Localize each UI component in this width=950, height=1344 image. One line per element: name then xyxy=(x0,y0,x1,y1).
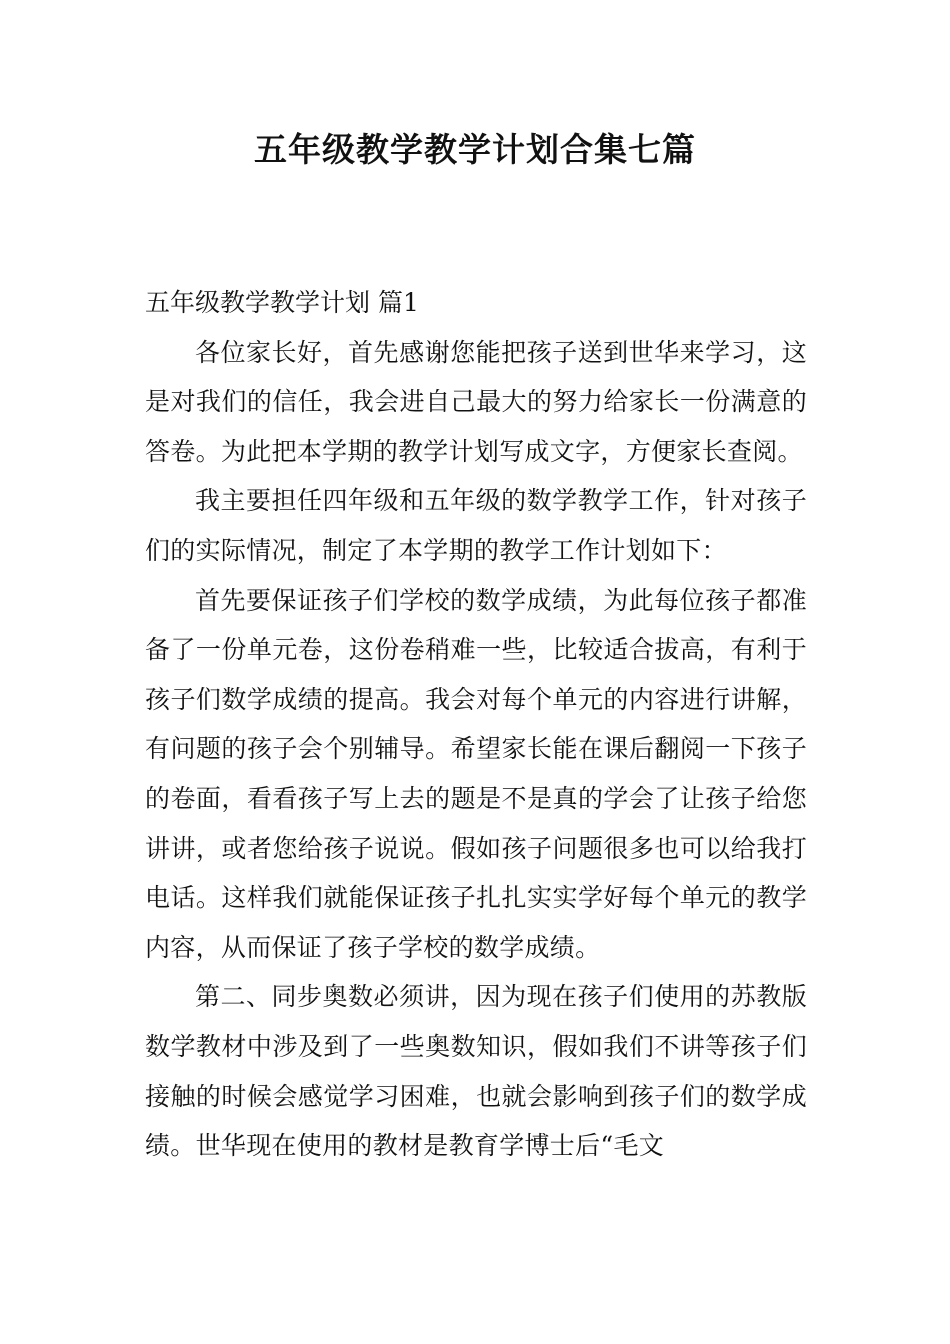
paragraph-4: 第二、同步奥数必须讲，因为现在孩子们使用的苏教版数学教材中涉及到了一些奥数知识，假如我们不讲等孩子们接触的时候会感觉学习困难，也就会影响到孩子们的数学成绩。世华现在使用的教材是教育学博士后“毛文 xyxy=(145,982,807,1161)
document-title: 五年级教学教学计划合集七篇 xyxy=(254,130,696,169)
paragraph-2: 我主要担任四年级和五年级的数学教学工作，针对孩子们的实际情况，制定了本学期的教学工作计划如下： xyxy=(145,486,807,565)
document-body xyxy=(145,278,807,1171)
paragraph-1: 各位家长好，首先感谢您能把孩子送到世华来学习，这是对我们的信任，我会进自己最大的努力给家长一份满意的答卷。为此把本学期的教学计划写成文字，方便家长查阅。 xyxy=(145,337,807,466)
paragraph-3: 首先要保证孩子们学校的数学成绩，为此每位孩子都准备了一份单元卷，这份卷稍难一些，比较适合拔高，有利于孩子们数学成绩的提高。我会对每个单元的内容进行讲解，有问题的孩子会个别辅导。希望家长能在课后翻阅一下孩子的卷面，看看孩子写上去的题是不是真的学会了让孩子给您讲讲，或者您给孩子说说。假如孩子问题很多也可以给我打电话。这样我们就能保证孩子扎扎实实学好每个单元的教学内容，从而保证了孩子学校的数学成绩。 xyxy=(145,585,807,962)
section-heading: 五年级教学教学计划 篇1 xyxy=(145,288,419,317)
